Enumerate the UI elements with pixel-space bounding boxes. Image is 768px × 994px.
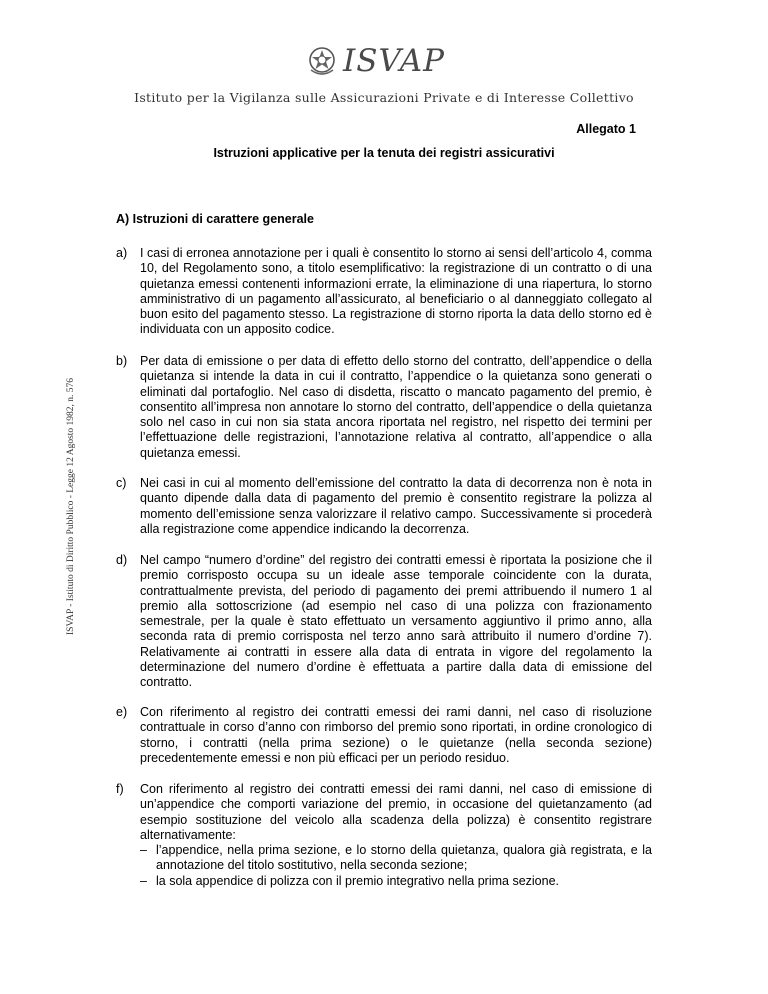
list-item [140,843,652,874]
paragraph-text: Nel campo “numero d’ordine” del registro dei contratti emessi è riportata la posizione che il premio corrisposto occupa su un ideale asse temporale coincidente con la durata, contrattualmente prevista, del periodo di pagamento dei premi attribuendo il numero 1 al premio alla sottoscrizione (ad esempio nel caso di una polizza con frazionamento semestrale, per la quale è stato effettuato un versamento aggiuntivo il primo anno, alla seconda rata di premio corrisposta nel terzo anno sarà attribuito il numero d’ordine 7). Relativamente ai contratti in essere alla data di entrata in vigore del regolamento la determinazione del numero d’ordine è effettuata a partire dalla data di emissione del contratto. [140,553,652,690]
paragraph-text: Per data di emissione o per data di effetto dello storno del contratto, dell’appendice o della quietanza si intende la data in cui il contratto, l’appendice o la quietanza sono generati o eliminati dal portafoglio. Nel caso di disdetta, riscatto o mancato pagamento del premio, è consentito all’impresa non annotare lo storno del contratto, dell’appendice o della quietanza solo nel caso in cui non sia stata ancora riportata nel registro, nel rispetto dei termini per l’effettuazione delle registrazioni, l’annotazione relativa al contratto, all’appendice o alla quietanza emessi. [140,354,652,460]
logo-text: ISVAP [343,43,446,79]
dash-marker: – [140,843,147,858]
republic-emblem-icon [307,45,337,77]
paragraph-marker: d) [116,553,128,567]
paragraph-text: Con riferimento al registro dei contratti emessi dei rami danni, nel caso di emissione di un’appendice che comporti variazione del premio, in occasione del quietanzamento (ad esempio sostituzione del veicolo alla scadenza della polizza) è consentito registrare alternativamente: [140,782,652,842]
list-item [140,874,652,889]
paragraph-d [116,553,652,691]
paragraph-text: Nei casi in cui al momento dell’emissione del contratto la data di decorrenza non è nota in quanto dipende dalla data di pagamento del premio è consentito registrare la polizza al momento dell’emissione senza valorizzare il relativo campo. Successivamente si procederà alla registrazione come appendice indicando la decorrenza. [140,476,652,536]
paragraph-c [116,476,652,537]
paragraph-marker: b) [116,354,128,368]
paragraph-e [116,705,652,766]
section-heading: A) Istruzioni di carattere generale [116,212,314,226]
list-item-text: l’appendice, nella prima sezione, e lo storno della quietanza, qualora già registrata, e la annotazione del titolo sostitutivo, nella seconda sezione; [156,843,652,873]
paragraph-text: I casi di erronea annotazione per i quali è consentito lo storno ai sensi dell’articolo 4, comma 10, del Regolamento sono, a titolo esemplificativo: la registrazione di un contratto o di una quietanza emessi contenenti informazioni errate, la eliminazione di una riapertura, lo storno amministrativo di un pagamento all’assicurato, al beneficiario o al danneggiato collegato al buon esito del pagamento stesso. La registrazione di storno riporta la data dello storno ed è individuata con un apposito codice. [140,246,652,337]
document-title: Istruzioni applicative per la tenuta dei registri assicurativi [213,146,555,160]
list-item-text: la sola appendice di polizza con il premio integrativo nella prima sezione. [156,873,560,888]
dash-marker: – [140,873,147,888]
paragraph-marker: f) [116,782,124,796]
paragraph-marker: a) [116,246,128,260]
paragraph-text: Con riferimento al registro dei contratti emessi dei rami danni, nel caso di risoluzione contrattuale in corso d’anno con rimborso del premio sono riportati, in ordine cronologico di storno, i contratti (nella prima sezione) o le quietanze (nella seconda sezione) precedentemente emessi e non più efficaci per un periodo residuo. [140,705,652,765]
paragraph-a [116,246,652,338]
institute-name: Istituto per la Vigilanza sulle Assicurazioni Private e di Interesse Collettivo [134,90,634,105]
paragraph-f [116,782,652,889]
attachment-label: Allegato 1 [576,122,636,136]
paragraph-marker: e) [116,705,128,719]
isvap-logo [307,45,445,77]
paragraph-b [116,354,652,461]
side-legal-note: ISVAP - Istituto di Diritto Pubblico - Legge 12 Agosto 1982, n. 576 [66,377,76,635]
paragraph-marker: c) [116,476,127,490]
